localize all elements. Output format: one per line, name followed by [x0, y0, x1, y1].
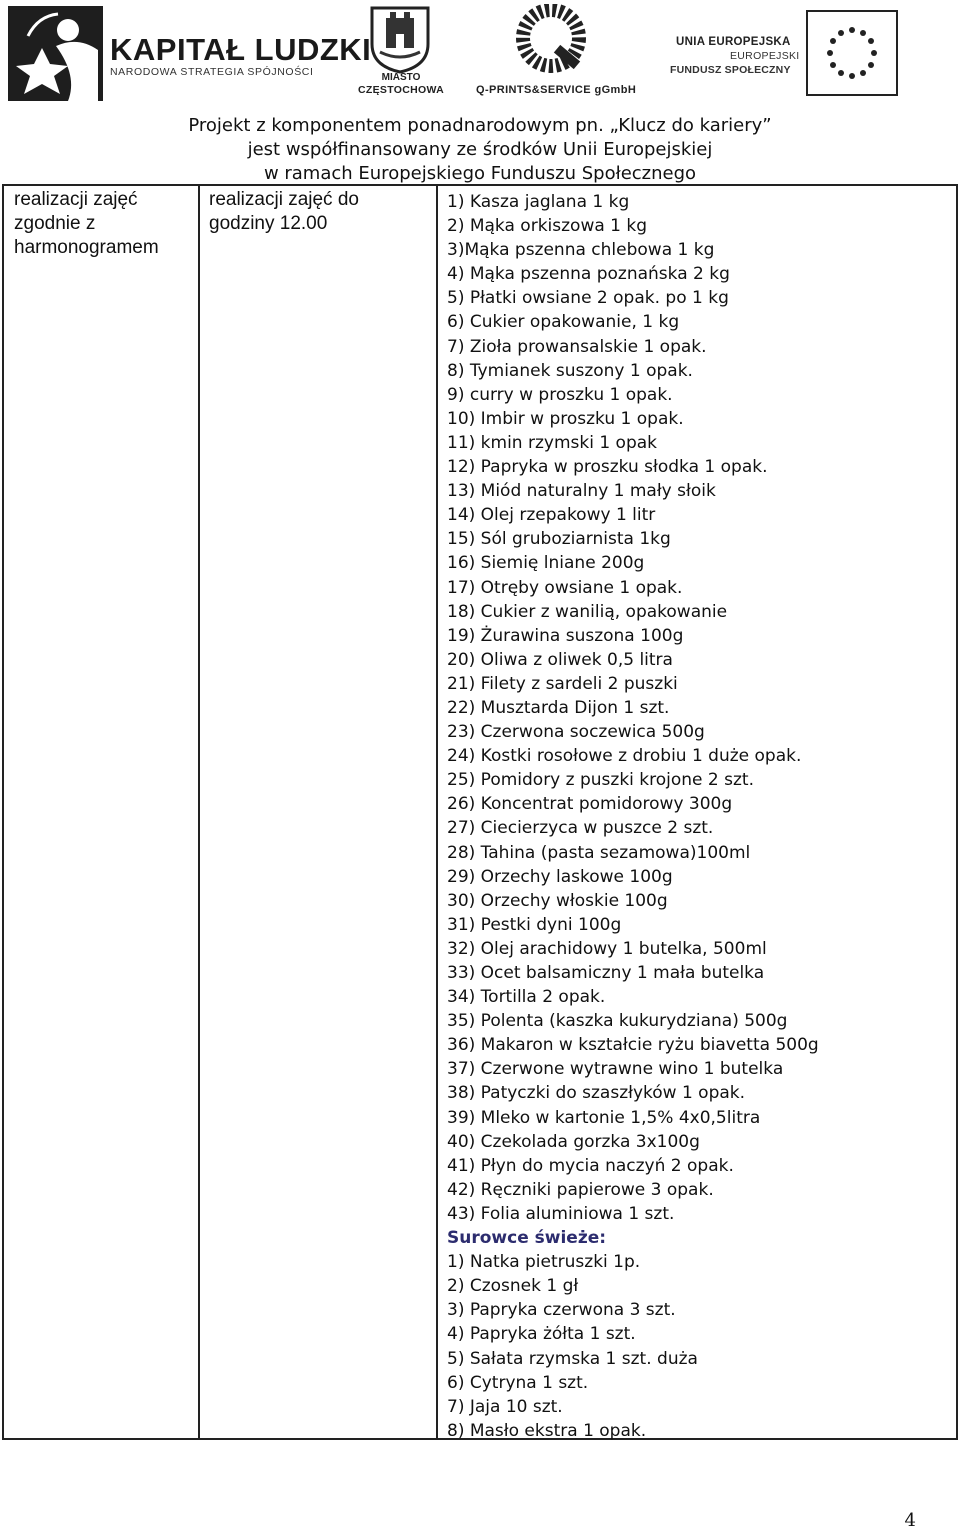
city-label-line1: MIASTO	[381, 72, 421, 83]
table-cell-time	[209, 188, 429, 236]
list-item: 35) Polenta (kaszka kukurydziana) 500g	[447, 1011, 788, 1032]
kapital-ludzki-title: KAPITAŁ LUDZKI	[110, 32, 372, 67]
list-item: 2) Czosnek 1 gł	[447, 1276, 579, 1297]
eu-label-line3: FUNDUSZ SPOŁECZNY	[670, 64, 791, 76]
city-label-line2: CZĘSTOCHOWA	[358, 84, 444, 96]
list-item: 9) curry w proszku 1 opak.	[447, 384, 673, 405]
column-divider	[436, 186, 438, 1438]
list-item: 1) Kasza jaglana 1 kg	[447, 192, 630, 212]
list-item: 23) Czerwona soczewica 500g	[447, 722, 705, 743]
list-item: 30) Orzechy włoskie 100g	[447, 890, 668, 911]
list-item: 36) Makaron w kształcie ryżu biavetta 500g	[447, 1035, 819, 1056]
czestochowa-crest-logo	[368, 4, 432, 74]
list-item: 14) Olej rzepakowy 1 litr	[447, 505, 656, 526]
list-item: 13) Miód naturalny 1 mały słoik	[447, 481, 716, 502]
q-prints-logo	[510, 4, 592, 80]
list-item: 8) Tymianek suszony 1 opak.	[447, 360, 693, 381]
column-divider	[198, 186, 200, 1438]
list-item: 42) Ręczniki papierowe 3 opak.	[447, 1179, 714, 1200]
list-item: 32) Olej arachidowy 1 butelka, 500ml	[447, 938, 767, 959]
list-item: 34) Tortilla 2 opak.	[447, 987, 606, 1008]
table-cell-schedule	[14, 188, 194, 260]
list-item: 41) Płyn do mycia naczyń 2 opak.	[447, 1155, 734, 1176]
list-item: 3) Papryka czerwona 3 szt.	[447, 1300, 676, 1321]
fresh-ingredients-heading: Surowce świeże:	[447, 1228, 607, 1249]
list-item: 24) Kostki rosołowe z drobiu 1 duże opak.	[447, 746, 802, 767]
list-item: 2) Mąka orkiszowa 1 kg	[447, 216, 648, 237]
list-item: 43) Folia aluminiowa 1 szt.	[447, 1203, 675, 1224]
list-item: 5) Płatki owsiane 2 opak. po 1 kg	[447, 288, 729, 309]
list-item: 7) Jaja 10 szt.	[447, 1396, 563, 1417]
list-item: 4) Mąka pszenna poznańska 2 kg	[447, 264, 730, 285]
time-text-line: realizacji zajęć do	[209, 189, 359, 210]
list-item: 20) Oliwa z oliwek 0,5 litra	[447, 649, 673, 670]
list-item: 11) kmin rzymski 1 opak	[447, 432, 658, 453]
kapital-ludzki-subtitle: NARODOWA STRATEGIA SPÓJNOŚCI	[110, 66, 314, 78]
fresh-ingredient-list	[447, 1250, 952, 1443]
list-item: 21) Filety z sardeli 2 puszki	[447, 673, 678, 694]
eu-flag-logo	[806, 10, 898, 96]
project-header	[0, 114, 960, 186]
list-item: 37) Czerwone wytrawne wino 1 butelka	[447, 1059, 784, 1080]
table-cell-ingredients	[447, 190, 952, 1443]
list-item: 17) Otręby owsiane 1 opak.	[447, 577, 683, 598]
schedule-text-line: zgodnie z	[14, 213, 96, 234]
list-item: 28) Tahina (pasta sezamowa)100ml	[447, 842, 751, 863]
list-item: 5) Sałata rzymska 1 szt. duża	[447, 1348, 698, 1369]
list-item: 18) Cukier z wanilią, opakowanie	[447, 601, 728, 622]
list-item: 6) Cytryna 1 szt.	[447, 1372, 589, 1393]
list-item: 3)Mąka pszenna chlebowa 1 kg	[447, 240, 715, 261]
list-item: 25) Pomidory z puszki krojone 2 szt.	[447, 770, 754, 791]
list-item: 26) Koncentrat pomidorowy 300g	[447, 794, 733, 815]
list-item: 27) Ciecierzyca w puszce 2 szt.	[447, 818, 714, 839]
list-item: 19) Żurawina suszona 100g	[447, 625, 684, 646]
kapital-ludzki-logo	[8, 6, 103, 101]
list-item: 12) Papryka w proszku słodka 1 opak.	[447, 457, 768, 478]
list-item: 10) Imbir w proszku 1 opak.	[447, 408, 684, 429]
list-item: 33) Ocet balsamiczny 1 mała butelka	[447, 963, 765, 983]
q-prints-label: Q-PRINTS&SERVICE gGmbH	[476, 84, 637, 96]
ingredient-list	[447, 190, 952, 1226]
header-line-3: w ramach Europejskiego Funduszu Społecznego	[263, 163, 697, 184]
header-line-1: Projekt z komponentem ponadnarodowym pn. „Klucz do kariery”	[188, 115, 772, 136]
list-item: 6) Cukier opakowanie, 1 kg	[447, 312, 680, 333]
list-item: 29) Orzechy laskowe 100g	[447, 866, 673, 887]
list-item: 39) Mleko w kartonie 1,5% 4x0,5litra	[447, 1107, 761, 1128]
requirements-table	[2, 184, 958, 1440]
schedule-text-line: realizacji zajęć	[14, 189, 138, 210]
list-item: 40) Czekolada gorzka 3x100g	[447, 1131, 700, 1152]
logo-strip	[0, 0, 960, 112]
list-item: 4) Papryka żółta 1 szt.	[447, 1324, 636, 1345]
time-text-line: godziny 12.00	[209, 213, 328, 234]
list-item: 7) Zioła prowansalskie 1 opak.	[447, 336, 707, 357]
list-item: 8) Masło ekstra 1 opak.	[447, 1420, 647, 1441]
page-number: 4	[904, 1510, 916, 1531]
eu-label-line1: UNIA EUROPEJSKA	[676, 36, 791, 48]
schedule-text-line: harmonogramem	[14, 237, 159, 258]
list-item: 15) Sól gruboziarnista 1kg	[447, 529, 671, 550]
eu-label-line2: EUROPEJSKI	[730, 50, 800, 62]
list-item: 31) Pestki dyni 100g	[447, 914, 622, 935]
list-item: 38) Patyczki do szaszłyków 1 opak.	[447, 1083, 746, 1104]
header-line-2: jest współfinansowany ze środków Unii Europejskiej	[247, 139, 713, 160]
list-item: 22) Musztarda Dijon 1 szt.	[447, 697, 670, 718]
list-item: 1) Natka pietruszki 1p.	[447, 1252, 641, 1273]
list-item: 16) Siemię lniane 200g	[447, 553, 645, 574]
